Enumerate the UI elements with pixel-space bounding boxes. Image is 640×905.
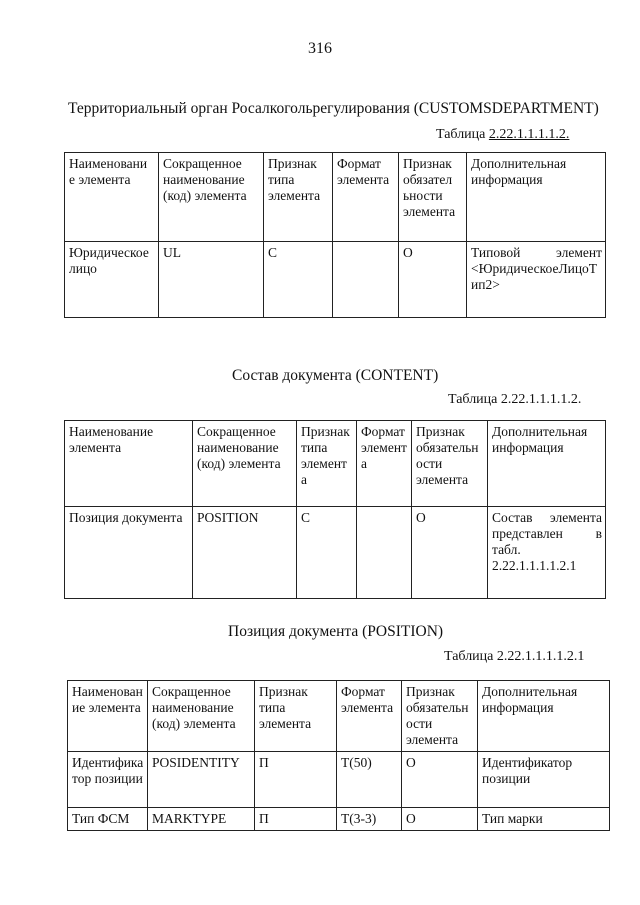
header-cell: Сокращенное наименование (код) элемента — [148, 681, 255, 752]
header-cell: Сокращенное наименование (код) элемента — [159, 153, 264, 242]
header-cell: Сокращенное наименование (код) элемента — [193, 421, 297, 507]
table-cell: О — [412, 507, 488, 599]
table-caption-1-number: 2.22.1.1.1.1.2. — [488, 127, 570, 142]
header-cell: Дополнительная информация — [467, 153, 606, 242]
table-row — [68, 752, 610, 808]
header-cell: Признак типа элемента — [297, 421, 357, 507]
table-cell: С — [297, 507, 357, 599]
table-position — [67, 680, 610, 831]
table-caption-1-prefix: Таблица — [436, 127, 489, 142]
table-cell — [333, 242, 399, 318]
header-cell: Формат элемента — [357, 421, 412, 507]
table-row — [65, 507, 606, 599]
page-number: 316 — [308, 40, 332, 57]
header-cell: Наименование элемента — [68, 681, 148, 752]
table-caption-3: Таблица 2.22.1.1.1.1.2.1 — [444, 649, 585, 664]
header-cell: Признак типа элемента — [264, 153, 333, 242]
header-cell: Признак обязател ьности элемента — [399, 153, 467, 242]
header-cell: Дополнительная информация — [488, 421, 606, 507]
table-cell: Идентификатор позиции — [68, 752, 148, 808]
table-cell: T(50) — [337, 752, 402, 808]
table-cell: П — [255, 808, 337, 831]
table-content — [64, 420, 606, 599]
header-cell: Формат элемента — [333, 153, 399, 242]
table-cell: MARKTYPE — [148, 808, 255, 831]
header-cell: Наименовани е элемента — [65, 153, 159, 242]
table-cell: Состав элемента представлен в табл. 2.22.1.1.1.1.2.1 — [488, 507, 606, 599]
section-heading-customs-department: Территориальный орган Росалкогольрегулирования (CUSTOMSDEPARTMENT) — [68, 100, 599, 117]
header-cell: Признак обязательности элемента — [402, 681, 478, 752]
table-cell: С — [264, 242, 333, 318]
table-cell: О — [402, 808, 478, 831]
table-cell: Позиция документа — [65, 507, 193, 599]
section-heading-content: Состав документа (CONTENT) — [232, 367, 439, 384]
header-cell: Формат элемента — [337, 681, 402, 752]
table-cell: POSIDENTITY — [148, 752, 255, 808]
header-cell: Дополнительная информация — [478, 681, 610, 752]
table-header-row — [68, 681, 610, 752]
table-header-row — [65, 421, 606, 507]
table-row — [65, 242, 606, 318]
table-cell: T(3-3) — [337, 808, 402, 831]
header-cell: Наименование элемента — [65, 421, 193, 507]
table-caption-2: Таблица 2.22.1.1.1.1.2. — [448, 392, 582, 407]
table-cell: О — [399, 242, 467, 318]
table-cell: П — [255, 752, 337, 808]
table-cell: UL — [159, 242, 264, 318]
table-customs-department — [64, 152, 606, 318]
table-cell: Юридическое лицо — [65, 242, 159, 318]
table-header-row — [65, 153, 606, 242]
table-cell: Тип марки — [478, 808, 610, 831]
table-cell: Идентификатор позиции — [478, 752, 610, 808]
table-cell: Тип ФСМ — [68, 808, 148, 831]
table-row — [68, 808, 610, 831]
table-cell: Типовой элемент <ЮридическоеЛицоТип2> — [467, 242, 606, 318]
table-cell: POSITION — [193, 507, 297, 599]
table-cell — [357, 507, 412, 599]
header-cell: Признак обязательности элемента — [412, 421, 488, 507]
table-cell: О — [402, 752, 478, 808]
table-caption-1 — [436, 127, 569, 143]
section-heading-position: Позиция документа (POSITION) — [228, 623, 444, 640]
header-cell: Признак типа элемента — [255, 681, 337, 752]
